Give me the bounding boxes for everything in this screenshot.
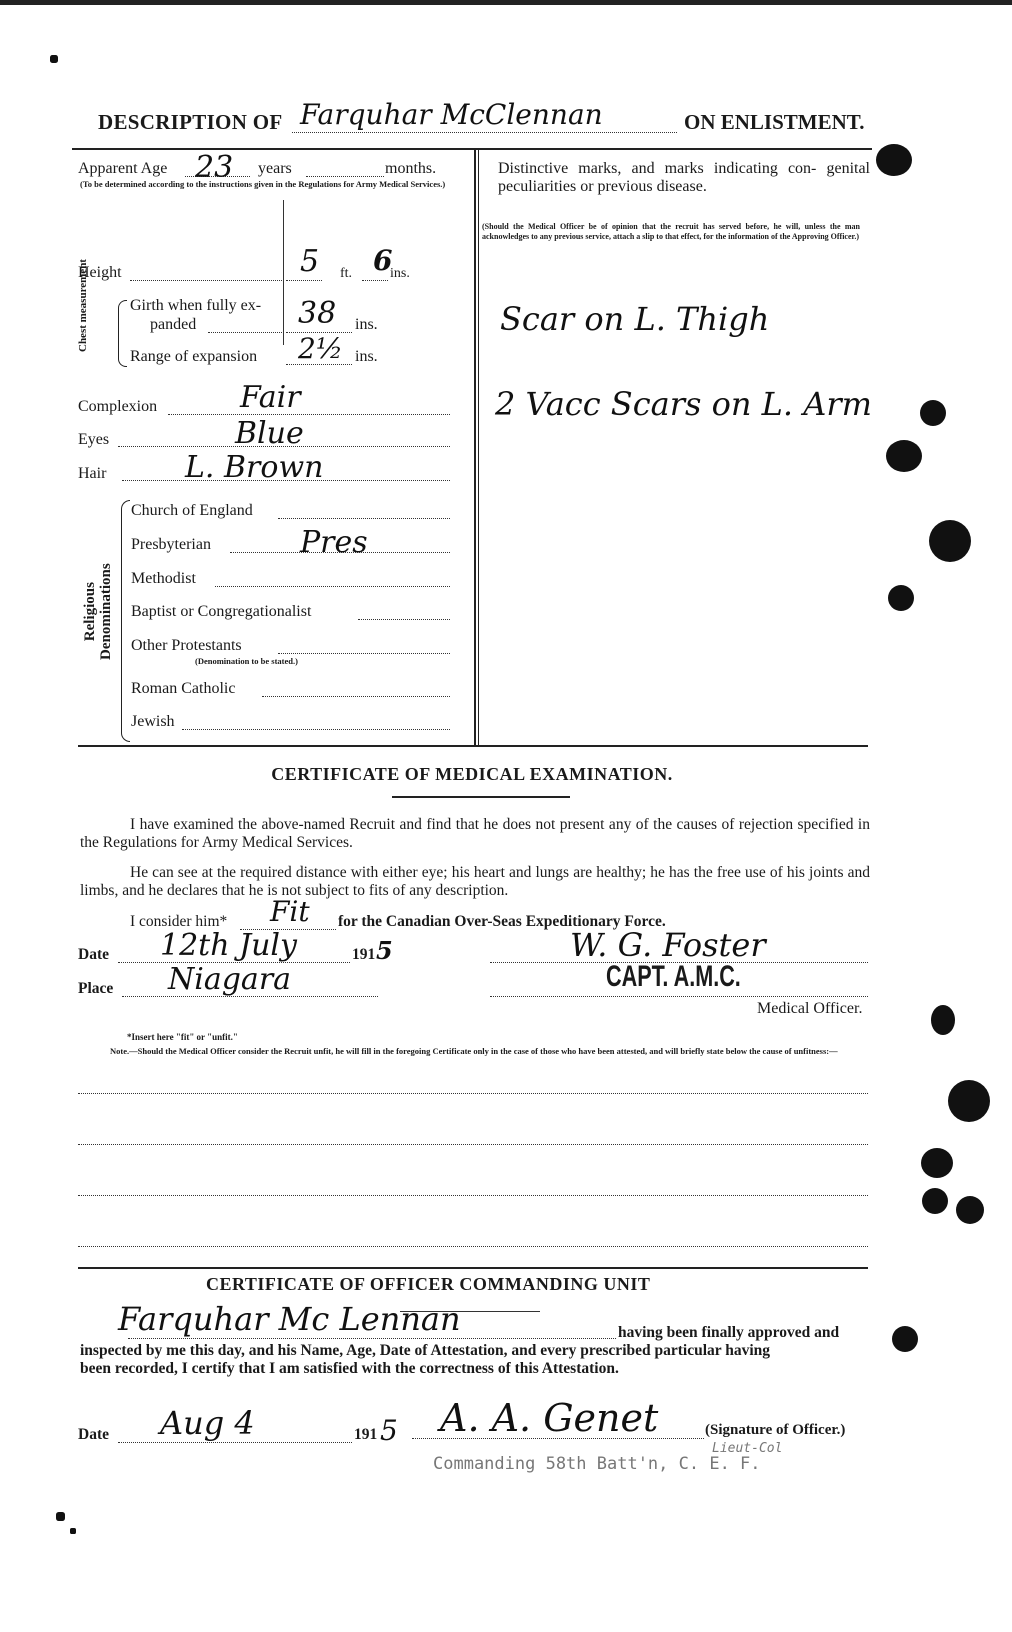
months-line xyxy=(306,176,384,177)
punch-hole-blot xyxy=(920,400,946,426)
punch-hole-blot xyxy=(922,1188,948,1214)
height-feet-value: 5 xyxy=(300,244,320,279)
medical-year-suffix: 5 xyxy=(376,936,393,965)
fit-unfit-footnote: *Insert here "fit" or "unfit." xyxy=(127,1032,238,1042)
denomination-note: (Denomination to be stated.) xyxy=(195,656,298,666)
years-label: years xyxy=(258,160,292,177)
hair-label: Hair xyxy=(78,465,107,482)
eyes-value: Blue xyxy=(235,416,304,451)
religion-option-presbyterian: Presbyterian xyxy=(131,536,211,553)
height-in-line xyxy=(362,280,388,281)
girth-unit: ins. xyxy=(355,316,378,333)
punch-hole-blot xyxy=(886,440,922,472)
ink-speck xyxy=(50,55,58,63)
punch-hole-blot xyxy=(956,1196,984,1224)
medical-para-1: I have examined the above-named Recruit and find that he does not present any of the causes of rejection specified in the Regulations for Army Medical Services. xyxy=(80,816,870,851)
religion-line-4 xyxy=(358,619,450,620)
height-line xyxy=(130,280,282,281)
medical-officer-role: Medical Officer. xyxy=(757,1000,863,1017)
complexion-value: Fair xyxy=(240,380,301,415)
eyes-label: Eyes xyxy=(78,431,110,448)
height-label: Height xyxy=(78,264,122,281)
ink-speck xyxy=(56,1512,65,1521)
religion-option-other-protestants: Other Protestants xyxy=(131,637,242,654)
officer-date-value: Aug 4 xyxy=(160,1404,255,1442)
signature-of-officer-label: (Signature of Officer.) xyxy=(705,1422,846,1438)
fitness-value: Fit xyxy=(270,895,310,928)
religion-option-church-of-england: Church of England xyxy=(131,502,253,519)
height-ft-line xyxy=(286,280,322,281)
officer-text-line1: having been finally approved and xyxy=(618,1324,840,1341)
form-title-suffix: ON ENLISTMENT. xyxy=(684,110,865,134)
officer-certificate-heading: CERTIFICATE OF OFFICER COMMANDING UNIT xyxy=(206,1274,651,1294)
measurement-divider xyxy=(283,200,284,345)
unfitness-note: Note.—Should the Medical Officer consider the Recruit unfit, he will fill in the foregoing Certificate only in the case of those who have been attested, and will briefly state below the cause of unfitness:— xyxy=(110,1046,838,1056)
officer-year-prefix: 191 xyxy=(354,1426,378,1443)
recruit-name-handwritten: Farquhar McClennan xyxy=(300,98,603,131)
hair-value: L. Brown xyxy=(185,450,324,485)
punch-hole-blot xyxy=(876,144,912,176)
distinctive-mark-2: 2 Vacc Scars on L. Arm xyxy=(495,385,872,423)
column-divider-inner xyxy=(478,150,479,745)
months-label: months. xyxy=(385,160,437,177)
medical-heading-underline xyxy=(392,796,570,798)
ink-speck xyxy=(70,1528,76,1534)
place-label: Place xyxy=(78,980,114,997)
medical-certificate-heading: CERTIFICATE OF MEDICAL EXAMINATION. xyxy=(271,764,673,784)
officer-date-label: Date xyxy=(78,1426,109,1443)
religion-label-line2: Denominations xyxy=(98,563,114,660)
distinctive-marks-heading: Distinctive marks, and marks indicating con- genital peculiarities or previous disease. xyxy=(498,160,870,195)
medical-stamp-line xyxy=(490,996,868,997)
recruit-name-line xyxy=(292,132,677,133)
religion-option-roman-catholic: Roman Catholic xyxy=(131,680,236,697)
officer-year-suffix: 5 xyxy=(380,1414,398,1447)
apparent-age-label: Apparent Age xyxy=(78,160,168,177)
girth-label-line1: Girth when fully ex- xyxy=(130,297,262,314)
medical-date-label: Date xyxy=(78,946,109,963)
religion-line-3 xyxy=(215,586,450,587)
complexion-line xyxy=(168,414,450,415)
commanding-officer-signature: A. A. Genet xyxy=(440,1396,659,1440)
punch-hole-blot xyxy=(948,1080,990,1122)
girth-line-left xyxy=(208,332,282,333)
medical-date-value: 12th July xyxy=(160,928,297,963)
consider-prefix: I consider him* xyxy=(130,913,228,930)
place-value: Niagara xyxy=(168,962,292,997)
punch-hole-blot xyxy=(921,1148,953,1178)
religion-line-7 xyxy=(182,729,450,730)
religion-group-label xyxy=(82,563,114,660)
officer-recruit-name-handwritten: Farquhar Mc Lennan xyxy=(118,1300,461,1338)
officer-text-line2: inspected by me this day, and his Name, Age, Date of Attestation, and every prescribed particular having xyxy=(80,1342,771,1359)
title-divider xyxy=(72,148,872,150)
distinctive-marks-note: (Should the Medical Officer be of opinion that the recruit has served before, he will, unless the man acknowledges to any previous service, attach a slip to that effect, for the information of the Approving Officer.) xyxy=(482,222,860,241)
punch-hole-blot xyxy=(929,520,971,562)
punch-hole-blot xyxy=(892,1326,918,1352)
religion-brace xyxy=(121,500,130,742)
medical-officer-signature: W. G. Foster xyxy=(570,926,766,964)
chest-brace xyxy=(118,300,127,367)
medical-para-2: He can see at the required distance with either eye; his heart and lungs are healthy; he has the free use of his joints and limbs, and he declares that he is not subject to fits of any description. xyxy=(80,864,870,899)
unfitness-line-1[interactable] xyxy=(78,1093,868,1094)
religion-line-1 xyxy=(278,518,450,519)
unfitness-line-3[interactable] xyxy=(78,1195,868,1196)
unfitness-line-4[interactable] xyxy=(78,1246,868,1247)
religion-option-baptist: Baptist or Congregationalist xyxy=(131,603,312,620)
height-inches-value: 6 xyxy=(373,244,393,277)
chest-measurement-label xyxy=(78,259,89,352)
ins-label: ins. xyxy=(390,266,410,281)
distinctive-mark-1: Scar on L. Thigh xyxy=(500,300,770,338)
officer-text-line3: been recorded, I certify that I am satisfied with the correctness of this Attestation. xyxy=(80,1360,619,1377)
range-value: 2½ xyxy=(298,332,343,365)
ft-label: ft. xyxy=(340,266,353,281)
religion-line-6 xyxy=(262,696,450,697)
girth-label-line2: panded xyxy=(150,316,197,333)
unit-stamp: Commanding 58th Batt'n, C. E. F. xyxy=(433,1454,761,1474)
girth-value: 38 xyxy=(298,296,337,331)
officer-rank: Lieut-Col xyxy=(712,1441,783,1456)
religion-option-jewish: Jewish xyxy=(131,713,175,730)
consider-suffix: for the Canadian Over-Seas Expeditionary Force. xyxy=(338,913,666,930)
religion-label-line1: Religious xyxy=(82,582,98,642)
section-divider-2 xyxy=(78,1267,868,1269)
chest-measurement-text: Chest measurement xyxy=(77,259,89,352)
scan-top-edge xyxy=(0,0,1012,5)
age-note: (To be determined according to the instructions given in the Regulations for Army Medical Services.) xyxy=(80,179,446,189)
punch-hole-blot xyxy=(931,1005,955,1035)
punch-hole-blot xyxy=(888,585,914,611)
column-divider xyxy=(474,150,476,745)
range-unit: ins. xyxy=(355,348,378,365)
complexion-label: Complexion xyxy=(78,398,158,415)
unfitness-line-2[interactable] xyxy=(78,1144,868,1145)
medical-year-prefix: 191 xyxy=(352,946,376,963)
apparent-age-value: 23 xyxy=(195,150,234,185)
form-title-prefix: DESCRIPTION OF xyxy=(98,110,283,134)
religion-handwritten-value: Pres xyxy=(300,525,368,560)
range-label: Range of expansion xyxy=(130,348,258,365)
religion-option-methodist: Methodist xyxy=(131,570,196,587)
section-divider-1 xyxy=(78,745,868,747)
officer-date-line xyxy=(118,1442,352,1443)
officer-recruit-name-line xyxy=(128,1338,616,1339)
religion-line-5 xyxy=(278,653,450,654)
medical-officer-stamp: CAPT. A.M.C. xyxy=(606,960,741,993)
